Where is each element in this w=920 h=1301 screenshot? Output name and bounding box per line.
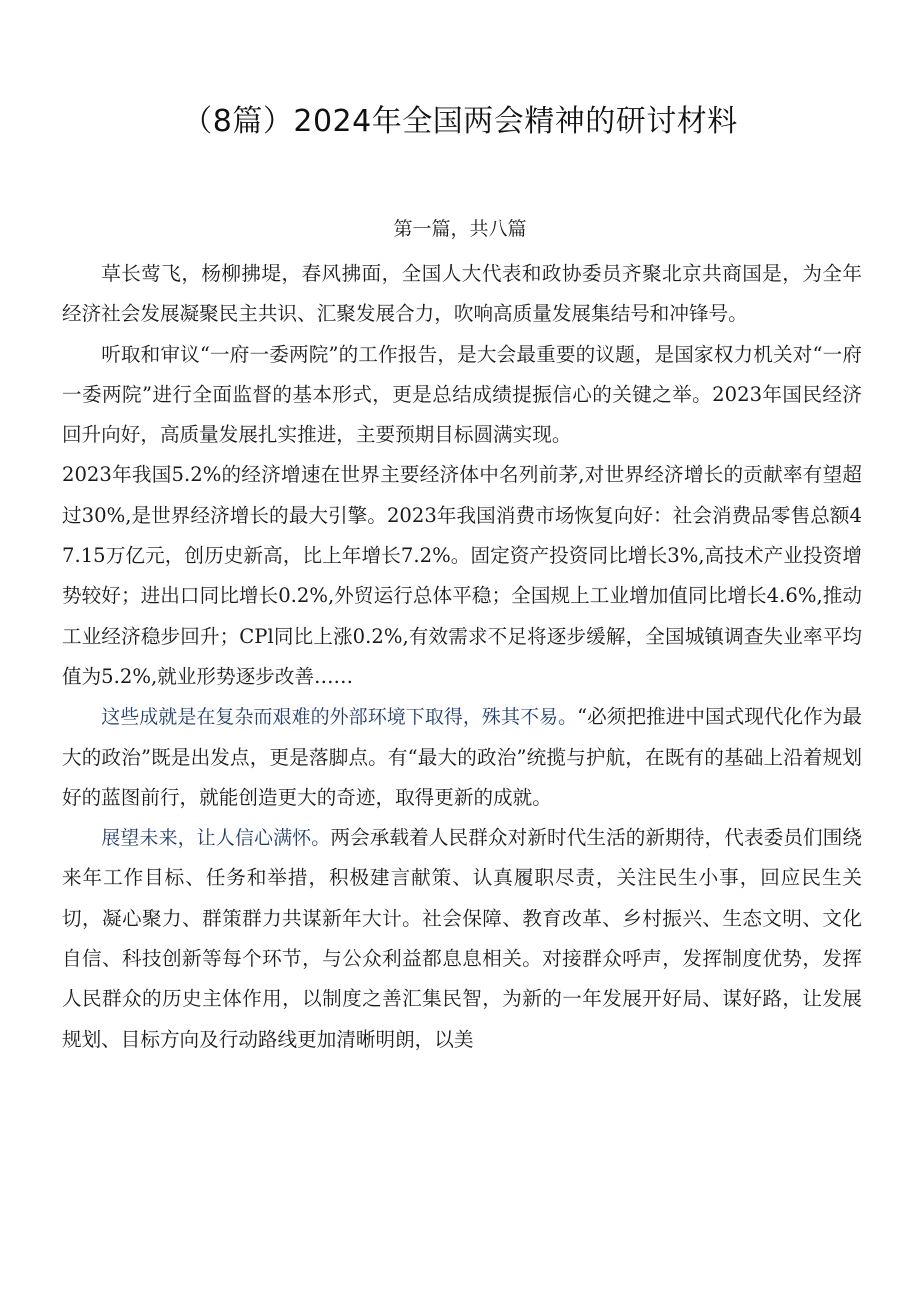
paragraph-text: 2023年我国5.2%的经济增速在世界主要经济体中名列前茅,对世界经济增长的贡献率有望超过30%,是世界经济增长的最大引擎。2023年我国消费市场恢复向好：社会消费品零售总额47.15万亿元，创历史新高，比上年增长7.2%。固定资产投资同比增长3%,高技术产业投资增势较好；进出口同比增长0.2%,外贸运行总体平稳；全国规上工业增加值同比增长4.6%,推动工业经济稳步回升；CPl同比上涨0.2%,有效需求不足将逐步缓解，全国城镇调查失业率平均值为5.2%,就业形势逐步改善…… bbox=[62, 463, 862, 688]
document-subtitle: 第一篇，共八篇 bbox=[393, 218, 527, 240]
document-title: （8篇）2024年全国两会精神的研讨材料 bbox=[182, 104, 738, 139]
paragraph-3 bbox=[62, 455, 862, 697]
paragraph-lead: 展望未来，让人信心满怀。 bbox=[101, 827, 331, 850]
paragraph-lead: 这些成就是在复杂而艰难的外部环境下取得，殊其不易。 bbox=[101, 706, 578, 729]
paragraph-2 bbox=[62, 335, 862, 456]
paragraph-text: “必须把推进中国式现代化作为最大的政治”既是出发点，更是落脚点。有“最大的政治”统揽与护航，在既有的基础上沿着规划好的蓝图前行，就能创造更大的奇迹，取得更新的成就。 bbox=[62, 705, 862, 809]
paragraph-text: 听取和审议“一府一委两院”的工作报告，是大会最重要的议题，是国家权力机关对“一府一委两院”进行全面监督的基本形式，更是总结成绩提振信心的关键之举。2023年国民经济回升向好，高质量发展扎实推进，主要预期目标圆满实现。 bbox=[62, 342, 862, 447]
paragraph-1 bbox=[62, 254, 862, 335]
paragraph-text: 两会承载着人民群众对新时代生活的新期待，代表委员们围绕来年工作目标、任务和举措，积极建言献策、认真履职尽责，关注民生小事，回应民生关切，凝心聚力、群策群力共谋新年大计。社会保障、教育改革、乡村振兴、生态文明、文化自信、科技创新等每个环节，与公众利益都息息相关。对接群众呼声，发挥制度优势，发挥人民群众的历史主体作用，以制度之善汇集民智，为新的一年发展开好局、谋好路，让发展规划、目标方向及行动路线更加清晰明朗，以美 bbox=[62, 826, 862, 1051]
paragraph-text: 草长莺飞，杨柳拂堤，春风拂面，全国人大代表和政协委员齐聚北京共商国是，为全年经济社会发展凝聚民主共识、汇聚发展合力，吹响高质量发展集结号和冲锋号。 bbox=[62, 262, 862, 326]
paragraph-5 bbox=[62, 818, 862, 1060]
paragraph-4 bbox=[62, 697, 862, 818]
document-body bbox=[62, 254, 862, 1060]
